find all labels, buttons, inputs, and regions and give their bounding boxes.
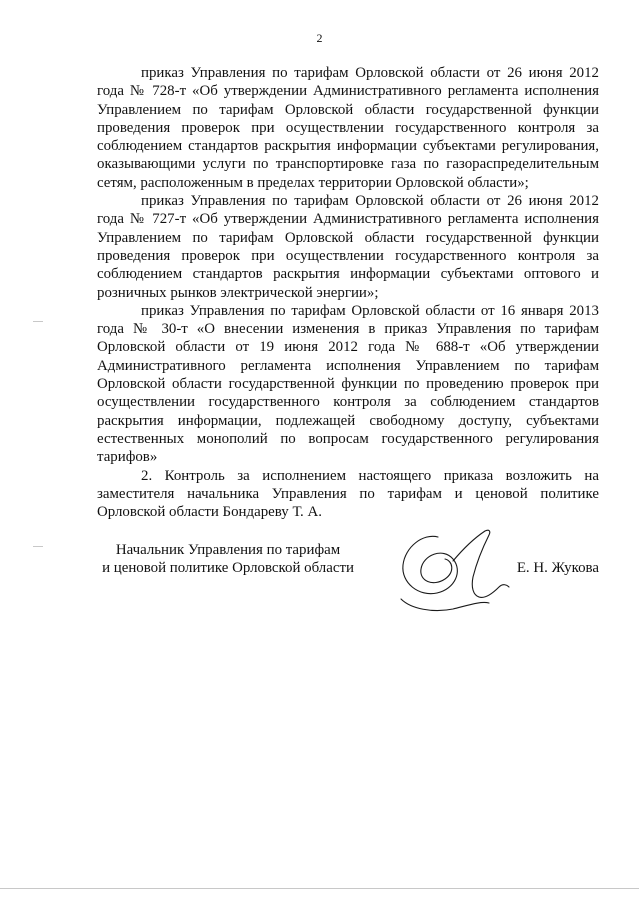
signer-title [97, 541, 359, 578]
paragraph-control-clause: 2. Контроль за исполнением настоящего приказа возложить на заместителя начальника Управления по тарифам и ценовой политике Орловской области Бондареву Т. А. [97, 467, 599, 521]
signature-flourish-stroke [479, 585, 509, 598]
signer-name: Е. Н. Жукова [516, 560, 599, 576]
signer-title-line1: Начальник Управления по тарифам [115, 542, 341, 558]
document-body [97, 64, 599, 521]
left-margin-mark [33, 321, 43, 322]
paragraph-order-727: приказ Управления по тарифам Орловской области от 26 июня 2012 года № 727-т «Об утверждении Административного регламента исполнения Управлением по тарифам Орловской области государственной функции проведения проверок при осуществлении государственного контроля за соблюдением стандартов раскрытия информации субъектами оптового и розничных рынков электрической энергии»; [97, 193, 599, 301]
page-number: 2 [316, 31, 323, 45]
handwritten-signature [393, 525, 523, 617]
signature-tail-stroke [401, 599, 489, 611]
signature-upstroke [453, 530, 490, 597]
signature-block [97, 541, 599, 611]
paragraph-order-30: приказ Управления по тарифам Орловской области от 16 января 2013 года № 30-т «О внесении изменения в приказ Управления по тарифам Орловской области от 19 июня 2012 года № 688-т «Об утверждении Административного регламента исполнения Управлением по тарифам Орловской области государственной функции по проведению проверок при осуществлении государственного контроля за соблюдением стандартов раскрытия информации, подлежащей свободному доступу, субъектами естественных монополий по вопросам государственного регулирования тарифов» [97, 302, 599, 466]
signature-loop-stroke [403, 536, 458, 593]
left-margin-mark-lower [33, 546, 43, 547]
paragraph-order-728: приказ Управления по тарифам Орловской области от 26 июня 2012 года № 728-т «Об утверждении Административного регламента исполнения Управлением по тарифам Орловской области государственной функции проведения проверок при осуществлении государственного контроля за соблюдением стандартов раскрытия информации субъектами регулирования, оказывающими услуги по транспортировке газа по газораспределительным сетям, расположенным в пределах территории Орловской области»; [97, 65, 599, 191]
bottom-scan-edge [0, 888, 639, 889]
signer-title-line2: и ценовой политике Орловской области [102, 560, 354, 577]
